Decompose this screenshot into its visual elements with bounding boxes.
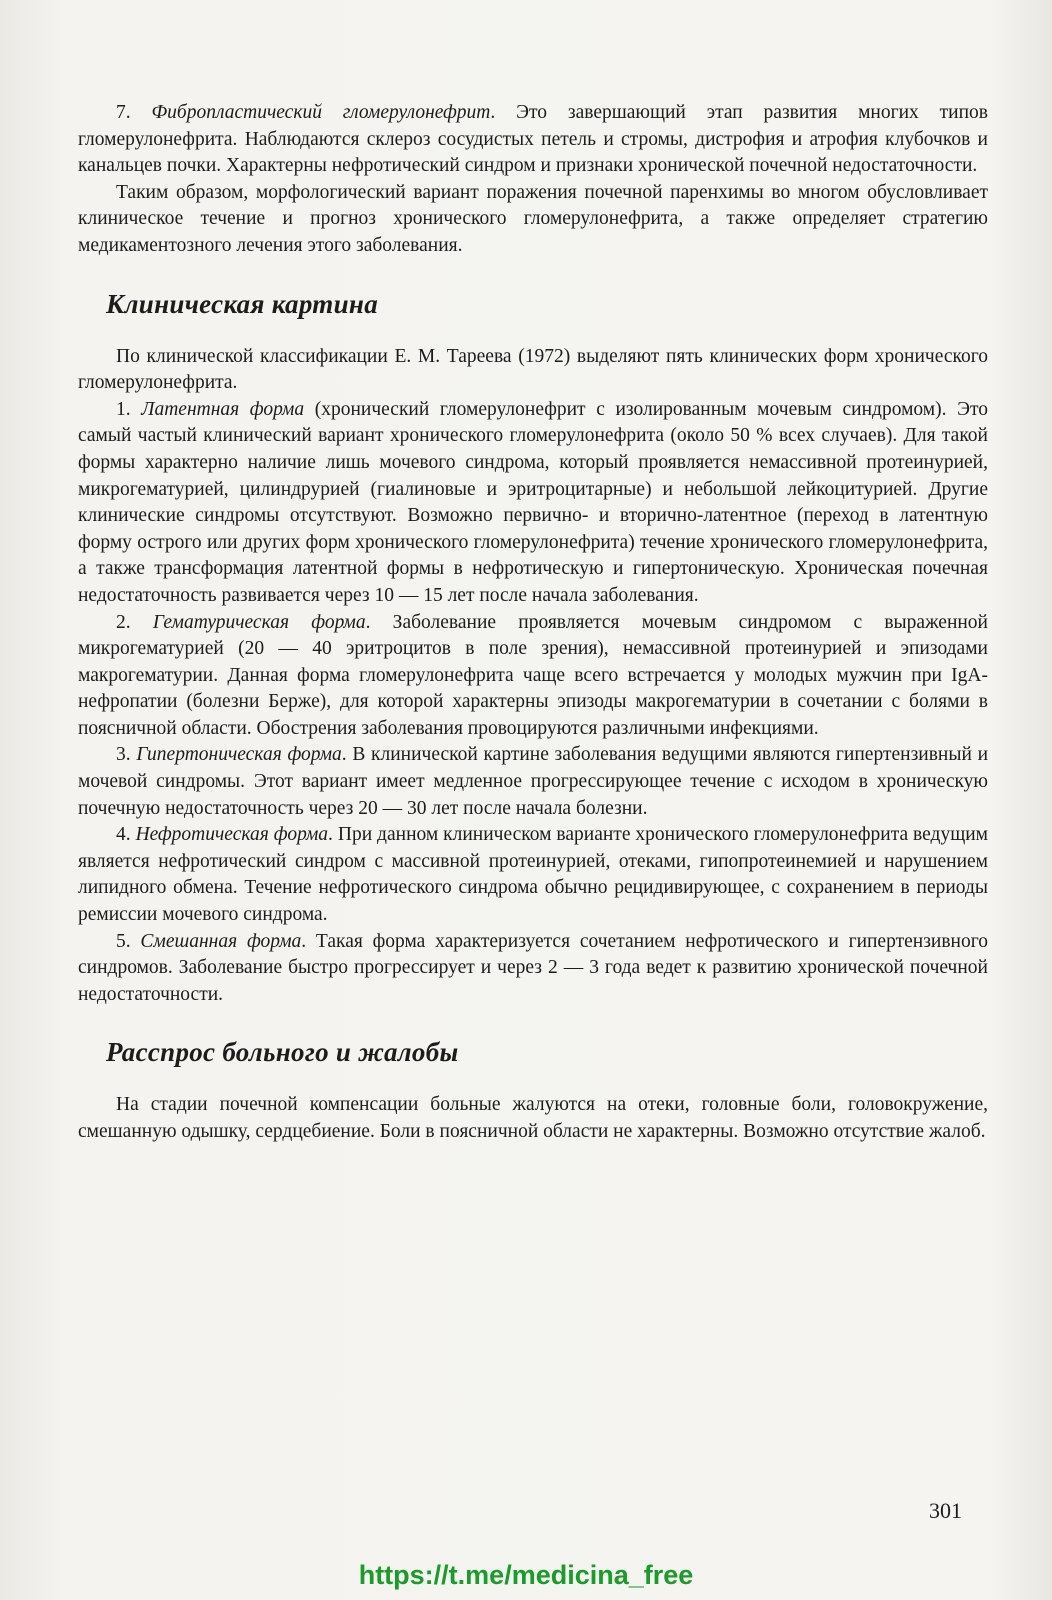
list-item-mixed bbox=[78, 929, 988, 1009]
item-term: Гипертоническая форма bbox=[136, 744, 342, 766]
item-term: Фибропластический гломерулонефрит bbox=[151, 102, 491, 123]
list-item-nephrotic bbox=[78, 822, 988, 928]
item-number: 4. bbox=[116, 824, 131, 846]
item-number: 5. bbox=[116, 930, 131, 952]
item-term: Смешанная форма bbox=[140, 930, 302, 952]
item-term: Гематурическая форма bbox=[152, 611, 366, 633]
page-number: 301 bbox=[929, 1498, 962, 1523]
section-heading-clinical: Клиническая картина bbox=[106, 288, 379, 319]
section-heading-complaints: Расспрос больного и жалобы bbox=[106, 1037, 459, 1068]
paragraph-fibroplastic bbox=[78, 100, 988, 180]
item-text: . При данном клиническом варианте хронического гломерулонефрита ведущим является нефротический синдром с массивной протеинурией, отеками, гипопротеинемией и нарушением липидного обмена. Течение нефротического синдрома обычно рецидивирующее, с сохранением в периоды ремиссии мочевого синдрома. bbox=[78, 824, 988, 926]
list-item-hypertensive bbox=[78, 742, 988, 822]
item-term: Нефротическая форма bbox=[135, 824, 329, 846]
list-item-latent bbox=[78, 397, 988, 610]
paragraph-classification: По клинической классификации Е. М. Тареева (1972) выделяют пять клинических форм хронического гломерулонефрита. bbox=[78, 345, 988, 394]
item-text: . В клинической картине заболевания ведущими являются гипертензивный и мочевой синдромы. Этот вариант имеет медленное прогрессирующее течение с исходом в хроническую почечную недостаточность через 20 — 30 лет после начала болезни. bbox=[78, 744, 989, 819]
paragraph-summary: Таким образом, морфологический вариант поражения почечной паренхимы во многом обусловливает клиническое течение и прогноз хронического гломерулонефрита, а также определяет стратегию медикаментозного лечения этого заболевания. bbox=[78, 181, 988, 256]
item-text: . Такая форма характеризуется сочетанием нефротического и гипертензивного синдромов. Заболевание быстро прогрессирует и через 2 — 3 года ведет к развитию хронической почечной недостаточности. bbox=[78, 930, 988, 1005]
page-content bbox=[78, 100, 988, 1146]
item-text: . Заболевание проявляется мочевым синдромом с выраженной микрогематурией (20 — 40 эритроцитов в поле зрения), немассивной протеинурией и эпизодами макрогематурии. Данная форма гломерулонефрита чаще всего встречается у молодых мужчин при IgA-нефропатии (болезни Берже), для которой характерны эпизоды макрогематурии в сочетании с болями в поясничной области. Обострения заболевания провоцируются различными инфекциями. bbox=[78, 611, 988, 739]
item-number: 2. bbox=[116, 611, 131, 633]
footer-link[interactable]: https://t.me/medicina_free bbox=[358, 1560, 694, 1590]
item-text: . Это завершающий этап развития многих типов гломерулонефрита. Наблюдаются склероз сосудистых петель и стромы, дистрофия и атрофия клубочков и канальцев почки. Характерны нефротический синдром и признаки хронической почечной недостаточности. bbox=[78, 102, 989, 177]
item-number: 3. bbox=[116, 744, 131, 766]
item-term: Латентная форма bbox=[141, 398, 305, 420]
item-number: 7. bbox=[116, 102, 131, 123]
paragraph-complaints: На стадии почечной компенсации больные жалуются на отеки, головные боли, головокружение, смешанную одышку, сердцебиение. Боли в поясничной области не характерны. Возможно отсутствие жалоб. bbox=[78, 1094, 988, 1142]
item-text: (хронический гломерулонефрит с изолированным мочевым синдромом). Это самый частый клинический вариант хронического гломерулонефрита (около 50 % всех случаев). Для такой формы характерно наличие лишь мочевого синдрома, который проявляется немассивной протеинурией, микрогематурией, цилиндрурией (гиалиновые и эритроцитарные) и небольшой лейкоцитурией. Другие клинические синдромы отсутствуют. Возможно первично- и вторично-латентное (переход в латентную форму острого или других форм хронического гломерулонефрита) течение хронического гломерулонефрита, а также трансформация латентной формы в нефротическую и гипертоническую. Хроническая почечная недостаточность развивается через 10 — 15 лет после начала заболевания. bbox=[78, 398, 989, 606]
item-number: 1. bbox=[116, 398, 131, 420]
list-item-hematuric bbox=[78, 610, 988, 743]
